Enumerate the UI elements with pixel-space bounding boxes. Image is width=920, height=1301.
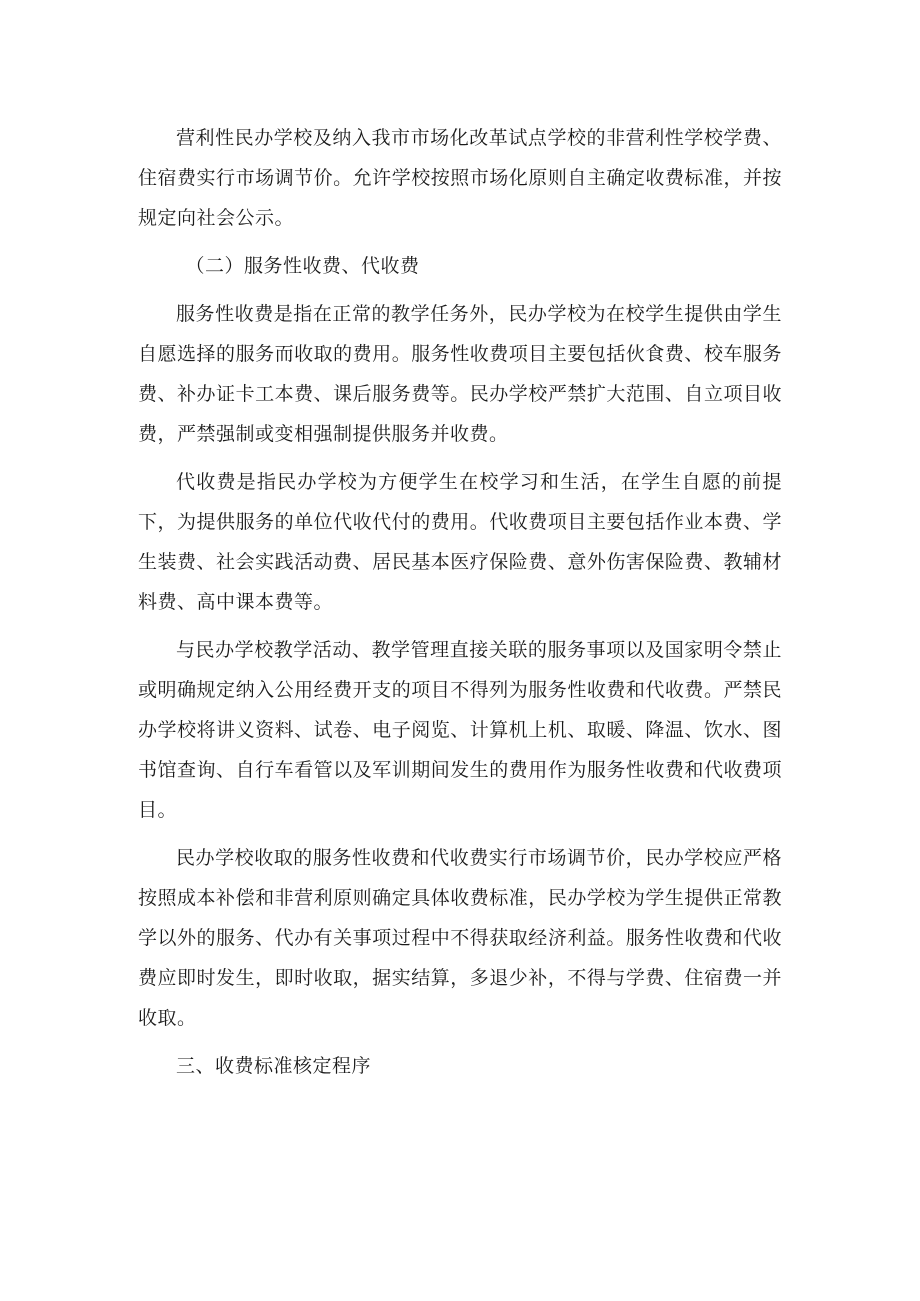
subheading-service-fees: （二）服务性收费、代收费 xyxy=(185,255,420,277)
section-heading-fee-standard-procedure: 三、收费标准核定程序 xyxy=(176,1055,372,1077)
paragraph-agency-fee-definition: 代收费是指民办学校为方便学生在校学习和生活，在学生自愿的前提下，为提供服务的单位代收代付的费用。代收费项目主要包括作业本费、学生装费、社会实践活动费、居民基本医疗保险费、意外伤害保险费、教辅材料费、高中课本费等。 xyxy=(138,471,782,613)
paragraph-market-price: 营利性民办学校及纳入我市市场化改革试点学校的非营利性学校学费、住宿费实行市场调节价。允许学校按照市场化原则自主确定收费标准，并按规定向社会公示。 xyxy=(138,127,782,229)
paragraph-prohibited-items: 与民办学校教学活动、教学管理直接关联的服务事项以及国家明令禁止或明确规定纳入公用经费开支的项目不得列为服务性收费和代收费。严禁民办学校将讲义资料、试卷、电子阅览、计算机上机、取暖、降温、饮水、图书馆查询、自行车看管以及军训期间发生的费用作为服务性收费和代收费项目。 xyxy=(138,639,782,821)
paragraph-service-fee-definition: 服务性收费是指在正常的教学任务外，民办学校为在校学生提供由学生自愿选择的服务而收取的费用。服务性收费项目主要包括伙食费、校车服务费、补办证卡工本费、课后服务费等。民办学校严禁扩大范围、自立项目收费，严禁强制或变相强制提供服务并收费。 xyxy=(138,303,782,445)
paragraph-fee-pricing-rules: 民办学校收取的服务性收费和代收费实行市场调节价，民办学校应严格按照成本补偿和非营利原则确定具体收费标准，民办学校为学生提供正常教学以外的服务、代办有关事项过程中不得获取经济利益。服务性收费和代收费应即时发生，即时收取，据实结算，多退少补，不得与学费、住宿费一并收取。 xyxy=(138,847,782,1029)
